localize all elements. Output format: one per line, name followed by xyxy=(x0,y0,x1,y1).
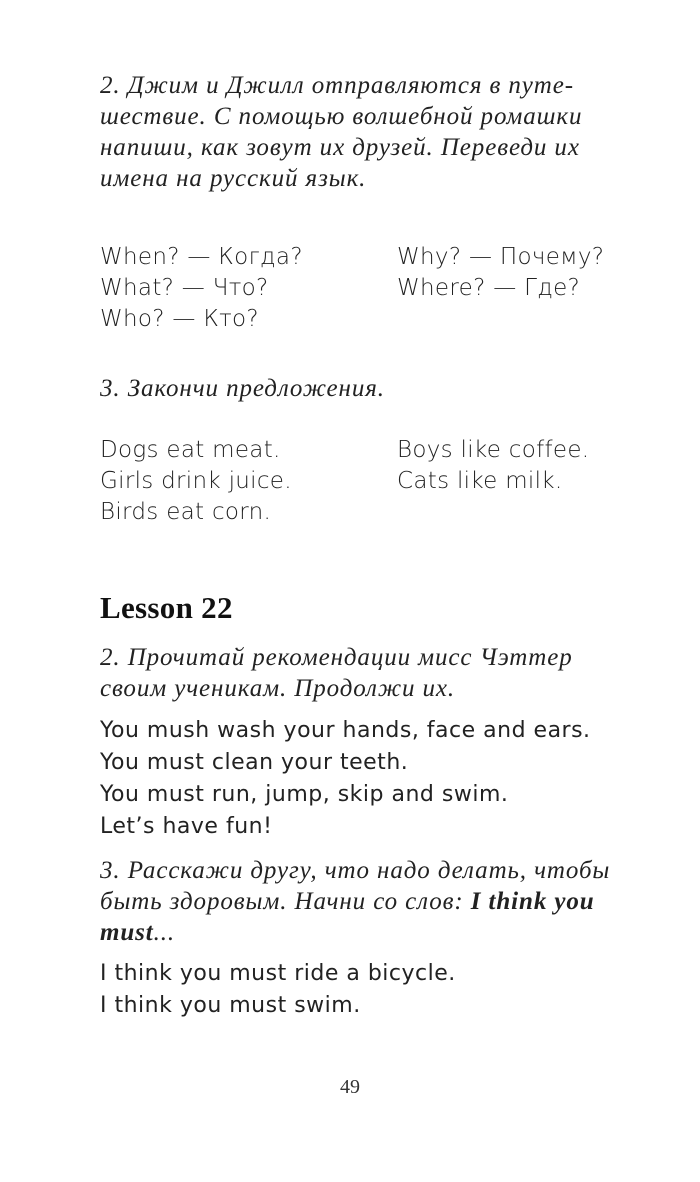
recommendations xyxy=(100,715,660,843)
sentences-left xyxy=(100,435,292,528)
sentence: Boys like coffee. xyxy=(397,437,590,463)
recommendation: You must clean your teeth. xyxy=(100,750,409,775)
lesson-task-3-bold: must xyxy=(100,919,154,946)
lesson-title: Lesson 22 xyxy=(100,590,233,625)
question-words-left xyxy=(100,242,303,335)
example: I think you must swim. xyxy=(100,993,361,1018)
lesson-task-3-line xyxy=(100,886,660,917)
question-words xyxy=(100,242,660,335)
sentence: Dogs eat meat. xyxy=(100,437,281,463)
task-2-line: 2. Джим и Джилл отправляются в путе- xyxy=(100,72,574,99)
recommendation: You mush wash your hands, face and ears. xyxy=(100,718,591,743)
lesson-task-3-text: быть здоровым. Начни со слов: xyxy=(100,888,471,915)
question-word: Where? — Где? xyxy=(397,275,581,301)
question-word: When? — Когда? xyxy=(100,244,303,270)
examples xyxy=(100,958,660,1022)
lesson-task-3-line: 3. Расскажи другу, что надо делать, чтобы xyxy=(100,857,611,884)
task-2-line: напиши, как зовут их друзей. Переведи их xyxy=(100,134,580,161)
question-word: Who? — Кто? xyxy=(100,306,259,332)
lesson-task-2-line: 2. Прочитай рекомендации мисс Чэттер xyxy=(100,644,573,671)
sentence: Birds eat corn. xyxy=(100,499,272,525)
task-2-line: шествие. С помощью волшебной ромашки xyxy=(100,103,583,130)
lesson-task-3-instructions xyxy=(100,855,660,948)
page-number: 49 xyxy=(340,1076,360,1098)
lesson-task-3-text: ... xyxy=(153,919,176,946)
lesson-task-2-instructions xyxy=(100,642,660,704)
recommendation: You must run, jump, skip and swim. xyxy=(100,782,509,807)
recommendation: Let’s have fun! xyxy=(100,814,273,839)
sentence: Cats like milk. xyxy=(397,468,563,494)
example: I think you must ride a bicycle. xyxy=(100,961,456,986)
lesson-task-3-bold: I think you xyxy=(470,888,595,915)
task-2-line: имена на русский язык. xyxy=(100,165,367,192)
task-2-instructions xyxy=(100,70,660,198)
sentence: Girls drink juice. xyxy=(100,468,292,494)
lesson-task-2-line: своим ученикам. Продолжи их. xyxy=(100,675,456,702)
page-content xyxy=(100,70,660,1022)
sentences xyxy=(100,435,660,528)
sentences-right xyxy=(397,435,589,497)
lesson-task-3-line xyxy=(100,917,660,948)
question-word: What? — Что? xyxy=(100,275,269,301)
task-3-instructions: 3. Закончи предложения. xyxy=(100,375,385,402)
question-word: Why? — Почему? xyxy=(397,244,605,270)
question-words-right xyxy=(397,242,604,304)
